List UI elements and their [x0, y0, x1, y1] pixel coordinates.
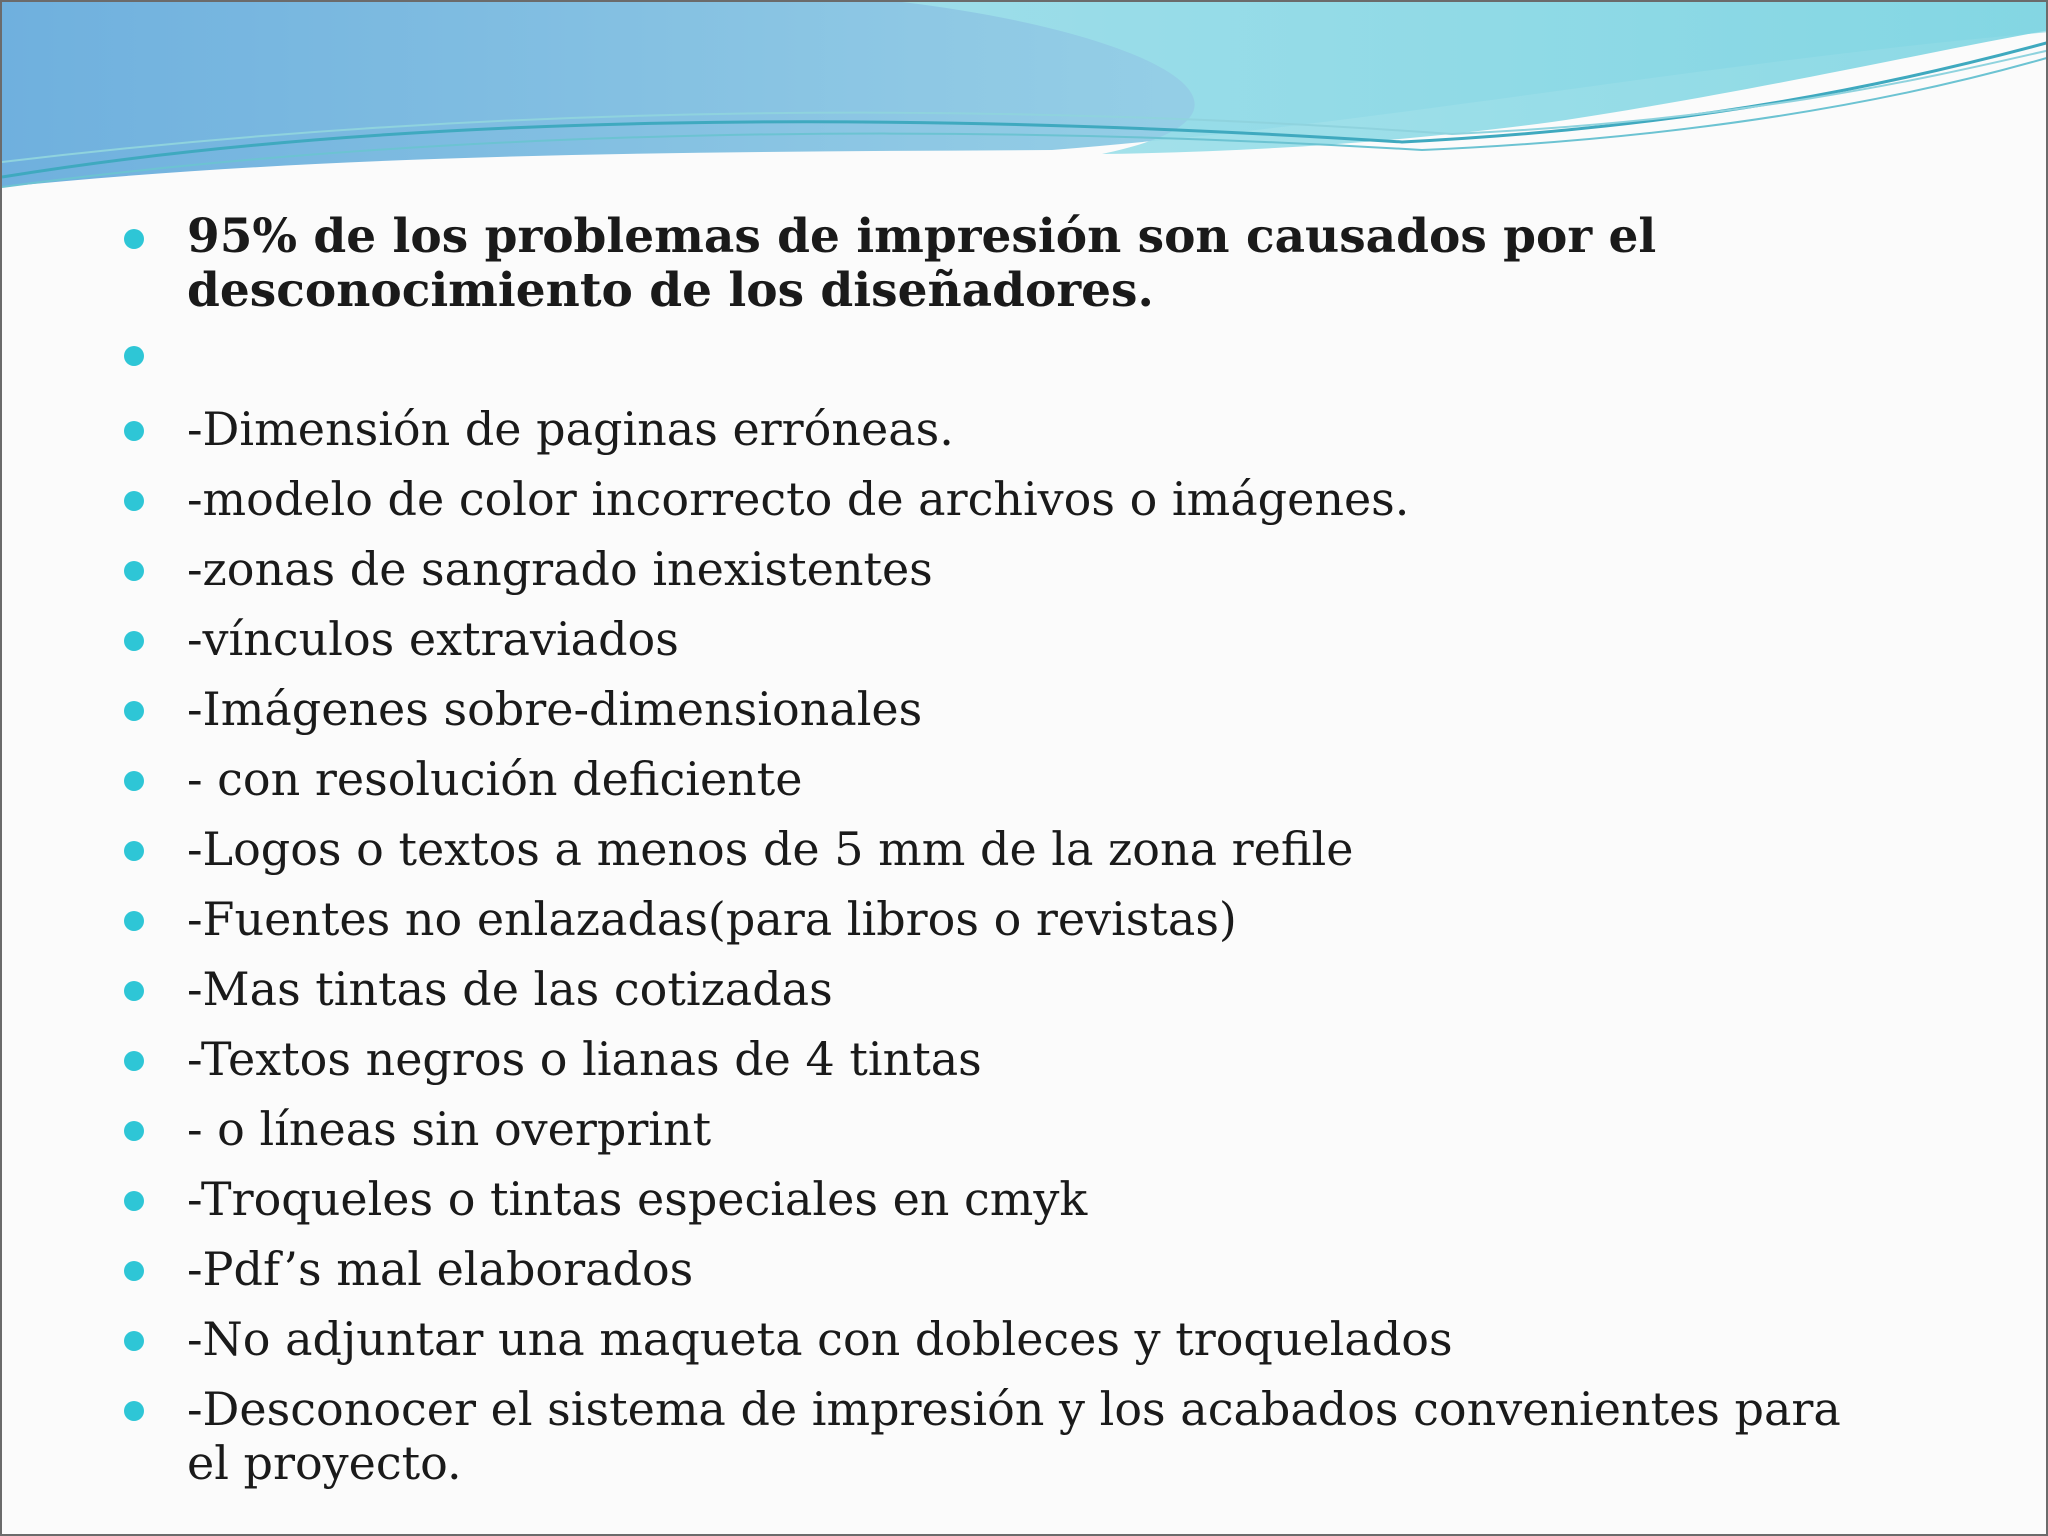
bullet-dot-icon — [124, 1261, 144, 1281]
bullet-dot-icon — [124, 841, 144, 861]
bullet-dot-icon — [124, 1331, 144, 1351]
bullet-dot-icon — [124, 1191, 144, 1211]
bullet-dot-icon — [124, 421, 144, 441]
bullet-text: -Troqueles o tintas especiales en cmyk — [187, 1172, 1088, 1226]
bullet-text: -Pdf’s mal elaborados — [187, 1242, 694, 1296]
bullet-list — [2, 2, 2048, 1536]
bullet-dot-icon — [124, 1401, 144, 1421]
bullet-text: - o líneas sin overprint — [187, 1102, 712, 1156]
bullet-dot-icon — [124, 1121, 144, 1141]
bullet-dot-icon — [124, 701, 144, 721]
bullet-dot-icon — [124, 981, 144, 1001]
bullet-text: -modelo de color incorrecto de archivos o imágenes. — [187, 472, 1410, 526]
bullet-text: 95% de los problemas de impresión son causados por el desconocimiento de los diseñadores. — [187, 209, 1657, 318]
bullet-text: -Mas tintas de las cotizadas — [187, 962, 833, 1016]
bullet-text: -Dimensión de paginas erróneas. — [187, 402, 954, 456]
bullet-dot-icon — [124, 229, 144, 249]
bullet-dot-icon — [124, 491, 144, 511]
bullet-dot-icon — [124, 561, 144, 581]
bullet-text: -Fuentes no enlazadas(para libros o revistas) — [187, 892, 1237, 946]
bullet-text: -No adjuntar una maqueta con dobleces y troquelados — [187, 1312, 1453, 1366]
bullet-dot-icon — [124, 631, 144, 651]
bullet-text: -Textos negros o lianas de 4 tintas — [187, 1032, 982, 1086]
bullet-dot-icon — [124, 771, 144, 791]
bullet-text: -Desconocer el sistema de impresión y los acabados convenientes para el proyecto. — [187, 1382, 1841, 1490]
bullet-dot-icon — [124, 1051, 144, 1071]
bullet-text: -vínculos extraviados — [187, 612, 679, 666]
bullet-text: -zonas de sangrado inexistentes — [187, 542, 933, 596]
bullet-text: -Logos o textos a menos de 5 mm de la zona refile — [187, 822, 1354, 876]
bullet-dot-icon — [124, 911, 144, 931]
bullet-dot-icon — [124, 346, 144, 366]
bullet-text: -Imágenes sobre-dimensionales — [187, 682, 923, 736]
bullet-text: - con resolución deficiente — [187, 752, 803, 806]
